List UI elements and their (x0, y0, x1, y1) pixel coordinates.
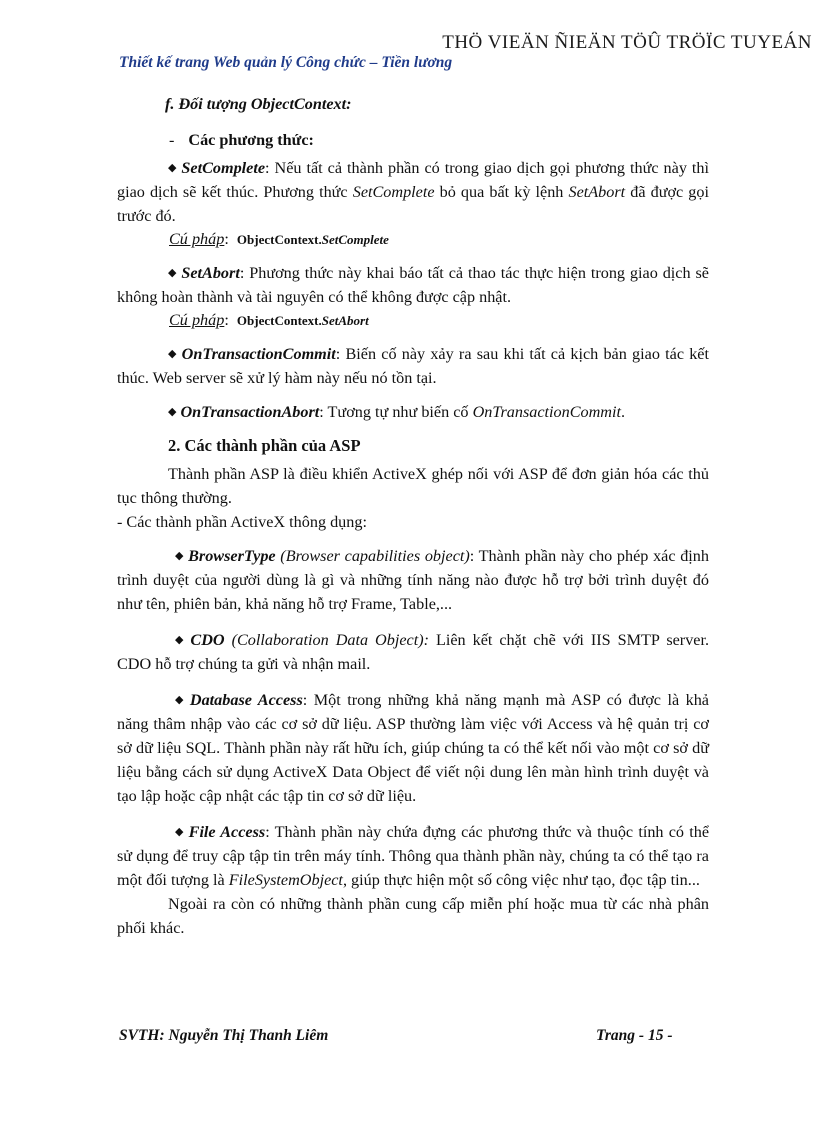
database-access-term: Database Access (189, 691, 303, 709)
setabort-syntax (169, 309, 709, 332)
setabort-term: SetAbort (181, 264, 240, 282)
syntax-label: Cú pháp (169, 230, 225, 248)
asp-components-intro: Thành phần ASP là điều khiển ActiveX ghép nối với ASP để đơn giản hóa các thủ tục thông thường. (117, 465, 709, 507)
footer-author: SVTH: Nguyễn Thị Thanh Liêm (119, 1027, 329, 1044)
file-access-text-2: , giúp thực hiện một số công việc như tạo, đọc tập tin... (342, 871, 700, 889)
file-access-paragraph (117, 820, 709, 892)
diamond-bullet-icon: ◆ (168, 406, 177, 418)
diamond-bullet-icon: ◆ (168, 267, 178, 279)
syntax-object: ObjectContext. (236, 313, 322, 328)
syntax-code (237, 232, 389, 247)
ontransactioncommit-term: OnTransactionCommit (181, 345, 336, 363)
cdo-paren: (Collaboration Data Object): (224, 631, 429, 649)
syntax-colon: : (224, 311, 229, 329)
ontransactioncommit-text: : Biến cố này xảy ra sau khi tất cả kịch bản giao tác kết thúc. Web server sẽ xử lý hàm này nếu nó tồn tại. (117, 345, 709, 387)
cdo-text: Liên kết chặt chẽ với IIS SMTP server. CDO hỗ trợ chúng ta gửi và nhận mail. (117, 631, 710, 673)
section-2-heading: 2. Các thành phần của ASP (168, 436, 361, 455)
syntax-method: SetAbort (321, 313, 369, 328)
ontransactionabort-term: OnTransactionAbort (180, 403, 320, 421)
syntax-object: ObjectContext. (236, 232, 322, 247)
ontransactionabort-end: . (620, 403, 626, 421)
page-header-title: Thiết kế trang Web quản lý Công chức – Tiền lương (119, 54, 453, 71)
setcomplete-text: : Nếu tất cả thành phần có trong giao dịch gọi phương thức này thì giao dịch sẽ kết thúc. Phương thức (117, 159, 709, 201)
setabort-ref: SetAbort (568, 183, 626, 201)
methods-heading (169, 128, 709, 152)
watermark-text: THÖ VIEÄN ÑIEÄN TÖÛ TRÖÏC TUYEÁN (442, 32, 812, 53)
setcomplete-text-3: đã được gọi trước đó. (117, 183, 709, 225)
ontransactionabort-text: : Tương tự như biến cố (319, 403, 473, 421)
ontransactioncommit-paragraph (117, 342, 709, 390)
setcomplete-syntax (169, 228, 709, 251)
footer-page-number: Trang - 15 - (596, 1027, 673, 1044)
diamond-bullet-icon: ◆ (175, 694, 186, 706)
browsertype-paren: (Browser capabilities object) (275, 547, 470, 565)
page-content (117, 92, 709, 940)
browsertype-term: BrowserType (188, 547, 276, 565)
browsertype-paragraph (117, 544, 709, 616)
setabort-paragraph (117, 261, 709, 309)
cdo-term: CDO (190, 631, 225, 649)
diamond-bullet-icon: ◆ (175, 634, 187, 646)
filesystemobject-ref: FileSystemObject (228, 871, 343, 889)
browsertype-text: : Thành phần này cho phép xác định trình duyệt của người dùng là gì và những tính năng nào được hỗ trợ bởi trình duyệt đó như tên, phiên bản, khả năng hỗ trợ Frame, Table,... (117, 547, 709, 613)
closing-paragraph: Ngoài ra còn có những thành phần cung cấp miễn phí hoặc mua từ các nhà phân phối khác. (117, 895, 709, 937)
file-access-term: File Access (188, 823, 266, 841)
methods-heading-label: Các phương thức: (188, 131, 314, 149)
syntax-colon: : (224, 230, 229, 248)
file-access-text: : Thành phần này chứa đựng các phương thức và thuộc tính có thể sử dụng để truy cập tập tin trên máy tính. Thông qua thành phần này, chúng ta có thể tạo ra một đối tượng là (117, 823, 709, 889)
setabort-text: : Phương thức này khai báo tất cả thao tác thực hiện trong giao dịch sẽ không hoàn thành và tài nguyên có thể không được cập nhật. (117, 264, 709, 306)
diamond-bullet-icon: ◆ (168, 348, 178, 360)
ontransactionabort-paragraph (117, 400, 709, 424)
setcomplete-ref: SetComplete (352, 183, 435, 201)
dash-marker: - (169, 131, 175, 149)
setcomplete-term: SetComplete (181, 159, 266, 177)
setcomplete-paragraph (117, 156, 709, 228)
database-access-text: : Một trong những khả năng mạnh mà ASP có được là khả năng thâm nhập vào các cơ sở dữ liệu. ASP thường làm việc với Access và hệ quản trị cơ sở dữ liệu SQL. Thành phần này rất hữu ích, giúp chúng ta có thể kết nối vào một cơ sở dữ liệu bằng cách sử dụng ActiveX Data Object để viết nội dung lên màn hình trình duyệt và tạo lập hoặc cập nhật các tập tin cơ sở dữ liệu. (117, 691, 709, 805)
cdo-paragraph (117, 628, 709, 676)
setcomplete-text-2: bỏ qua bất kỳ lệnh (434, 183, 569, 201)
syntax-label: Cú pháp (169, 311, 225, 329)
diamond-bullet-icon: ◆ (175, 826, 185, 838)
syntax-method: SetComplete (321, 232, 389, 247)
diamond-bullet-icon: ◆ (168, 162, 178, 174)
database-access-paragraph (117, 688, 709, 808)
section-f-heading: f. Đối tượng ObjectContext: (165, 95, 352, 113)
diamond-bullet-icon: ◆ (175, 550, 185, 562)
syntax-code (237, 313, 369, 328)
activex-list-intro: - Các thành phần ActiveX thông dụng: (117, 513, 367, 531)
ontransactioncommit-ref: OnTransactionCommit (472, 403, 621, 421)
